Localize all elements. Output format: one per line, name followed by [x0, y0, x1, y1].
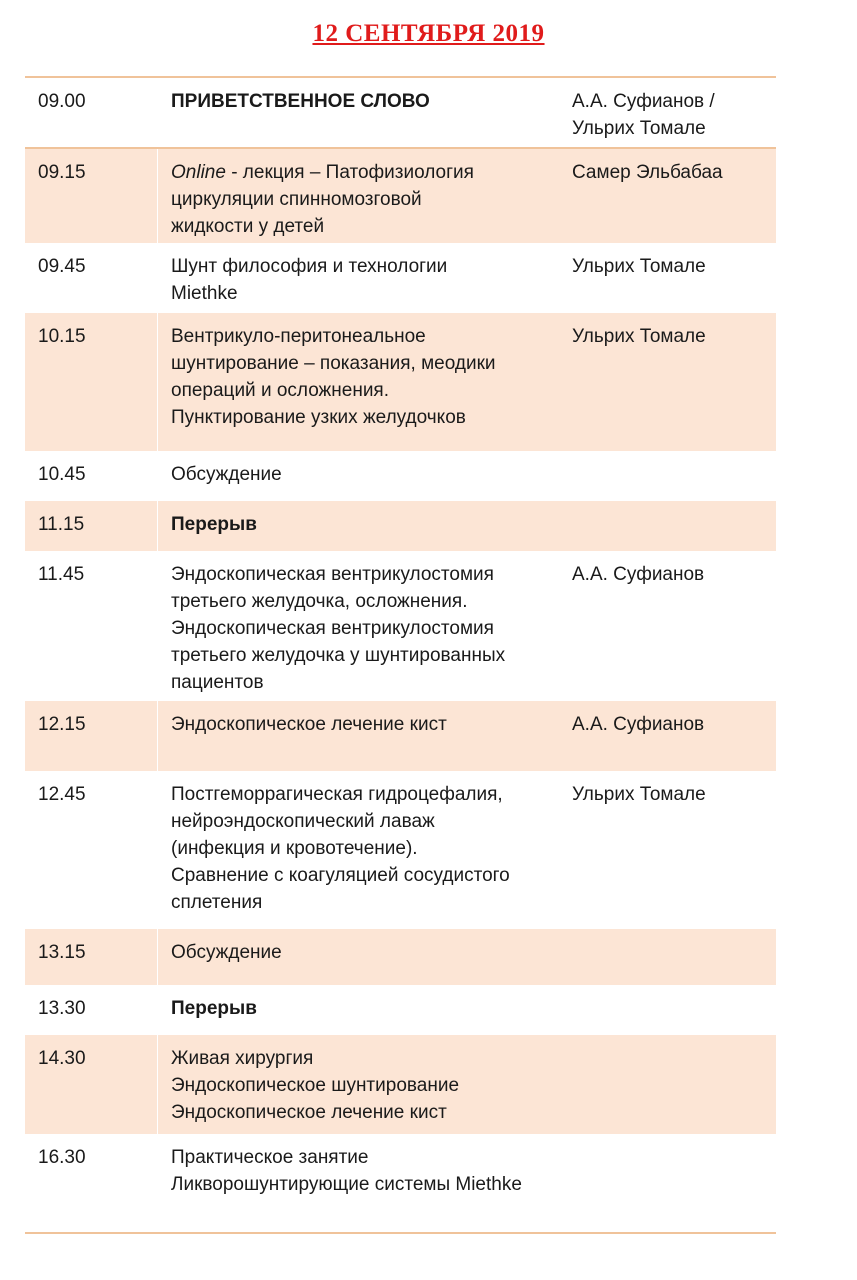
- row-time: 10.15: [38, 326, 86, 347]
- topic-line: Обсуждение: [171, 942, 282, 963]
- schedule-row-1115: [25, 501, 776, 551]
- row-speaker: [572, 781, 706, 808]
- row-topic: [171, 781, 510, 916]
- column-divider: [157, 771, 158, 929]
- topic-line: Эндоскопическое лечение кист: [171, 1102, 447, 1123]
- schedule-row-0945: [25, 243, 776, 313]
- column-divider: [157, 929, 159, 985]
- speaker-line: Ульрих Томале: [572, 256, 706, 277]
- speaker-line: А.А. Суфианов: [572, 564, 705, 585]
- row-topic: [171, 1144, 522, 1198]
- topic-line: (инфекция и кровотечение).: [171, 838, 418, 859]
- topic-line: третьего желудочка, осложнения.: [171, 591, 468, 612]
- column-divider: [157, 701, 159, 771]
- row-time: 10.45: [38, 464, 86, 485]
- table-bottom-rule: [25, 1232, 776, 1234]
- topic-line: Практическое занятие: [171, 1147, 369, 1168]
- schedule-row-1015: [25, 313, 776, 451]
- row-speaker: [572, 323, 706, 350]
- schedule-row-0915: [25, 149, 776, 243]
- row-time: 12.15: [38, 714, 86, 735]
- row-topic: [171, 561, 505, 696]
- schedule-row-1630: [25, 1134, 776, 1232]
- row-speaker: [572, 159, 723, 186]
- topic-line: Шунт философия и технологии: [171, 256, 448, 277]
- row-topic: [171, 1045, 459, 1126]
- speaker-line: Ульрих Томале: [572, 784, 706, 805]
- column-divider: [157, 985, 158, 1035]
- row-speaker: [572, 561, 704, 588]
- topic-line: [171, 159, 474, 186]
- topic-line: Ликворошунтирующие системы Miethke: [171, 1174, 522, 1195]
- row-topic: [171, 711, 447, 738]
- page-title: 12 СЕНТЯБРЯ 2019: [312, 20, 545, 47]
- schedule-row-1045: [25, 451, 776, 501]
- schedule-row-1215: [25, 701, 776, 771]
- topic-text: - лекция – Патофизиология: [225, 162, 474, 183]
- row-topic: [171, 253, 447, 307]
- topic-line: пациентов: [171, 672, 264, 693]
- topic-line: шунтирование – показания, меодики: [171, 353, 496, 374]
- topic-line: Пунктирование узких желудочков: [171, 407, 466, 428]
- row-time: 11.15: [38, 514, 85, 535]
- row-topic: [171, 995, 257, 1022]
- topic-line: третьего желудочка у шунтированных: [171, 645, 506, 666]
- column-divider: [157, 78, 158, 148]
- topic-line: Вентрикуло-перитонеальное: [171, 326, 426, 347]
- schedule-row-1145: [25, 551, 776, 701]
- schedule-row-1330: [25, 985, 776, 1035]
- topic-line: Сравнение с коагуляцией сосудистого: [171, 865, 510, 886]
- speaker-line: Ульрих Томале: [572, 326, 706, 347]
- row-time: 14.30: [38, 1048, 86, 1069]
- topic-line: Miethke: [171, 283, 238, 304]
- topic-line: Эндоскопическая вентрикулостомия: [171, 618, 494, 639]
- column-divider: [157, 1035, 159, 1134]
- column-divider: [157, 243, 158, 313]
- column-divider: [157, 313, 159, 451]
- row-topic: [171, 939, 282, 966]
- schedule-row-0900: [25, 78, 776, 148]
- row-time: 12.45: [38, 784, 86, 805]
- topic-line: Эндоскопическое лечение кист: [171, 714, 447, 735]
- row-topic: [171, 88, 430, 115]
- speaker-line: А.А. Суфианов: [572, 714, 705, 735]
- topic-line: ПРИВЕТСТВЕННОЕ СЛОВО: [171, 91, 430, 112]
- schedule-row-1430: [25, 1035, 776, 1134]
- topic-line: нейроэндоскопический лаваж: [171, 811, 435, 832]
- row-speaker: [572, 711, 704, 738]
- topic-line: Постгеморрагическая гидроцефалия,: [171, 784, 503, 805]
- row-time: 11.45: [38, 564, 85, 585]
- topic-line: Перерыв: [171, 998, 257, 1019]
- schedule-row-1315: [25, 929, 776, 985]
- row-time: 13.15: [38, 942, 86, 963]
- topic-line: Эндоскопическое шунтирование: [171, 1075, 460, 1096]
- speaker-line: А.А. Суфианов /: [572, 91, 715, 112]
- row-speaker: [572, 88, 715, 142]
- topic-line: Живая хирургия: [171, 1048, 314, 1069]
- topic-line: Обсуждение: [171, 464, 282, 485]
- row-topic: [171, 511, 257, 538]
- topic-line: Эндоскопическая вентрикулостомия: [171, 564, 494, 585]
- row-time: 13.30: [38, 998, 86, 1019]
- schedule-row-1245: [25, 771, 776, 929]
- speaker-line: Ульрих Томале: [572, 118, 706, 139]
- row-topic: [171, 461, 282, 488]
- row-topic: [171, 323, 496, 431]
- row-time: 09.15: [38, 162, 86, 183]
- topic-line: циркуляции спинномозговой: [171, 189, 422, 210]
- speaker-line: Самер Эльбабаа: [572, 162, 723, 183]
- online-label: Online: [171, 162, 226, 183]
- column-divider: [157, 501, 159, 551]
- column-divider: [157, 451, 158, 501]
- column-divider: [157, 551, 158, 701]
- column-divider: [157, 1134, 158, 1232]
- row-time: 09.00: [38, 91, 86, 112]
- row-topic: [171, 159, 474, 240]
- topic-line: жидкости у детей: [171, 216, 325, 237]
- row-time: 09.45: [38, 256, 86, 277]
- topic-line: операций и осложнения.: [171, 380, 389, 401]
- topic-line: Перерыв: [171, 514, 257, 535]
- column-divider: [157, 149, 159, 243]
- row-speaker: [572, 253, 706, 280]
- topic-line: сплетения: [171, 892, 263, 913]
- row-time: 16.30: [38, 1147, 86, 1168]
